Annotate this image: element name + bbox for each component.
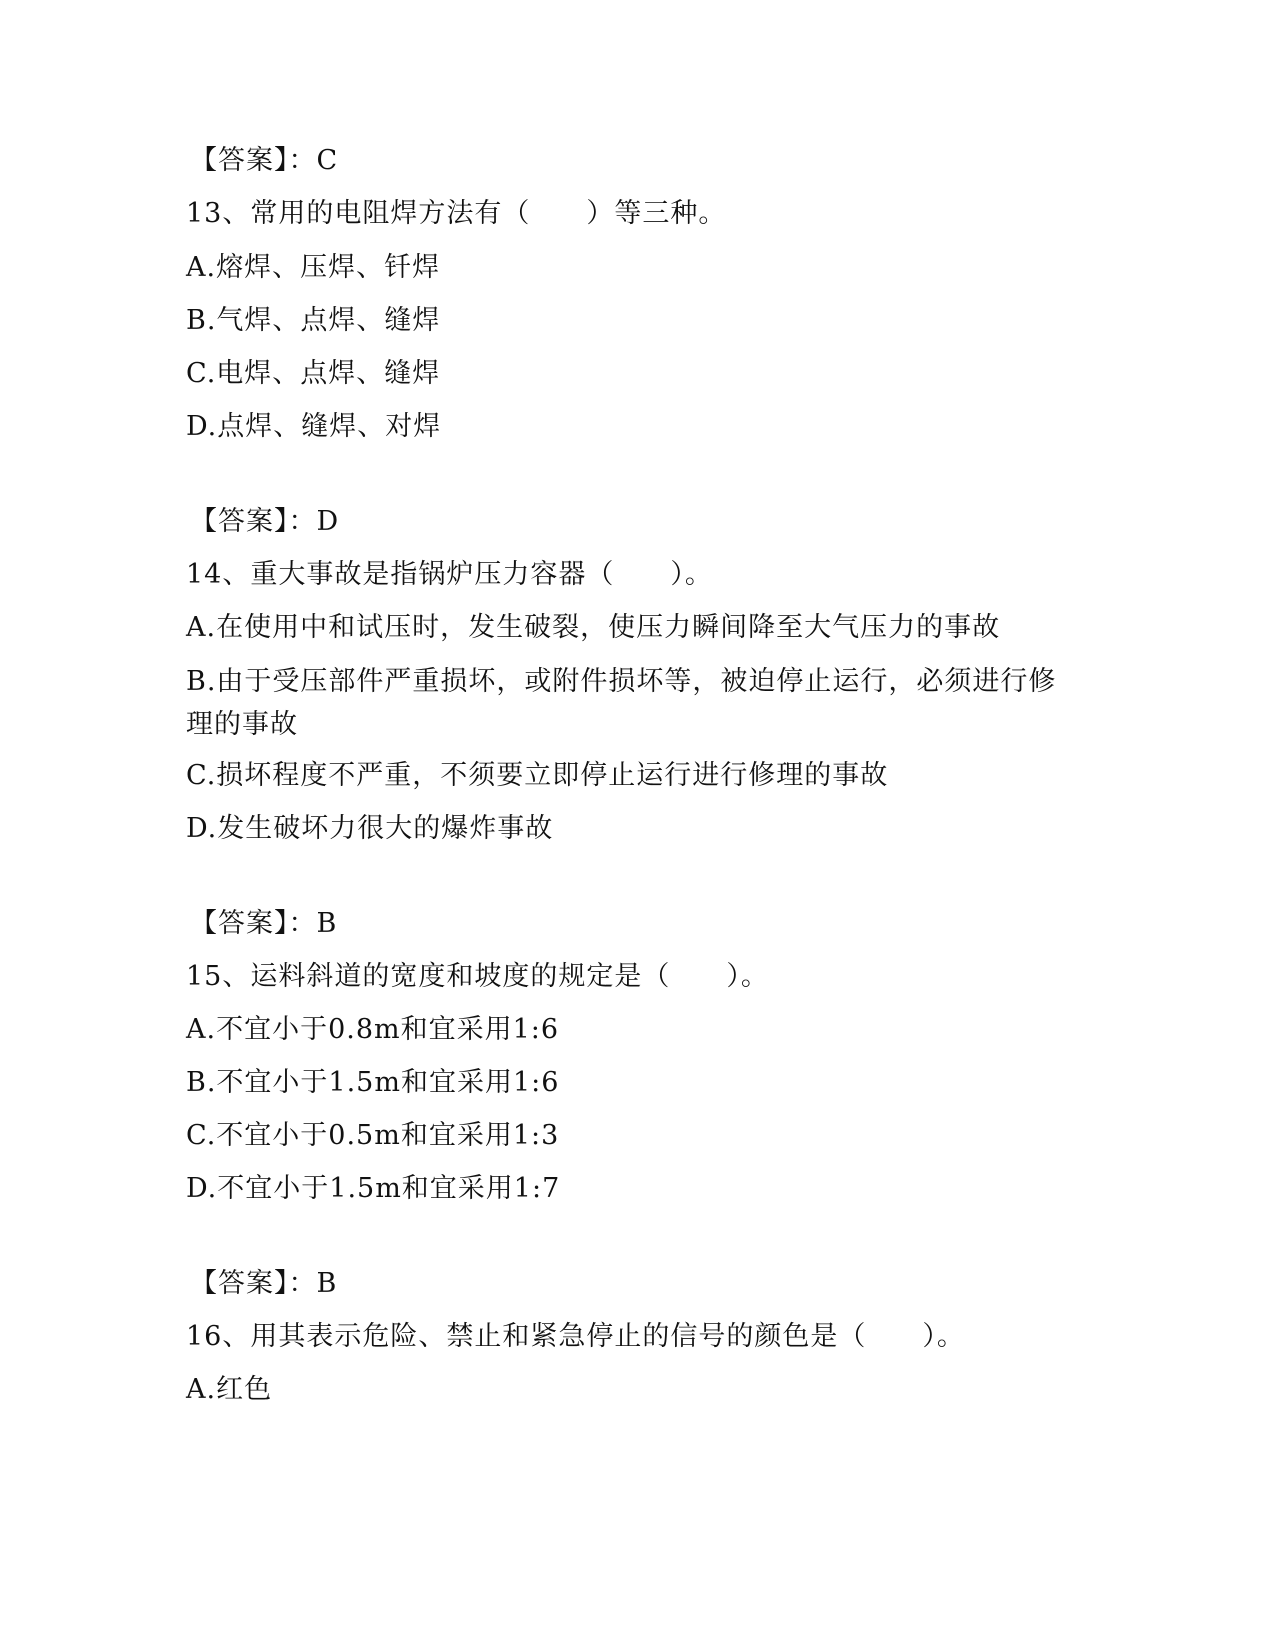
option-a: A.不宜小于0.8m和宜采用1:6	[186, 1014, 560, 1045]
answer-label: 【答案】：C	[190, 145, 339, 176]
option-a: A.红色	[186, 1374, 273, 1405]
option-c: C.不宜小于0.5m和宜采用1:3	[186, 1120, 560, 1151]
option-d: D.点焊、缝焊、对焊	[186, 411, 442, 442]
option-b: B.气焊、点焊、缝焊	[186, 305, 441, 336]
option-d: D.发生破坏力很大的爆炸事故	[186, 813, 554, 844]
option-d: D.不宜小于1.5m和宜采用1:7	[186, 1173, 561, 1204]
option-b: B.不宜小于1.5m和宜采用1:6	[186, 1067, 560, 1098]
answer-label: 【答案】：B	[190, 908, 338, 939]
option-c: C.损坏程度不严重，不须要立即停止运行进行修理的事故	[186, 760, 889, 791]
option-a: A.熔焊、压焊、钎焊	[186, 252, 441, 283]
question-13: 13、常用的电阻焊方法有（ ）等三种。	[186, 198, 727, 229]
option-a: A.在使用中和试压时，发生破裂，使压力瞬间降至大气压力的事故	[186, 612, 1001, 643]
answer-label: 【答案】：D	[190, 506, 340, 537]
option-b: B.由于受压部件严重损坏，或附件损坏等，被迫停止运行，必须进行修理的事故	[186, 666, 1057, 740]
answer-label: 【答案】：B	[190, 1268, 338, 1299]
question-14: 14、重大事故是指锅炉压力容器（ ）。	[186, 559, 713, 590]
option-c: C.电焊、点焊、缝焊	[186, 358, 441, 389]
question-15: 15、运料斜道的宽度和坡度的规定是（ ）。	[186, 961, 769, 992]
question-16: 16、用其表示危险、禁止和紧急停止的信号的颜色是（ ）。	[186, 1321, 965, 1352]
